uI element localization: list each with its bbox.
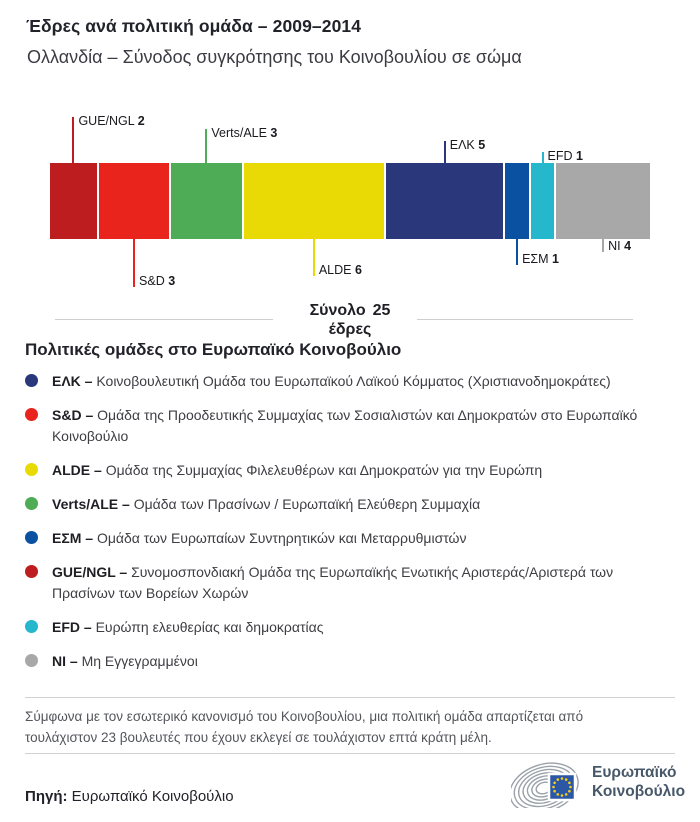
callout-label: GUE/NGL 2: [78, 114, 145, 128]
callout-label: Verts/ALE 3: [211, 126, 278, 140]
page-title: Έδρες ανά πολιτική ομάδα – 2009–2014: [26, 16, 362, 36]
legend-heading: Πολιτικές ομάδες στο Ευρωπαϊκό Κοινοβούλιο: [25, 340, 402, 359]
bar-segment: [386, 163, 503, 239]
callout-line: [542, 152, 544, 163]
legend-item: [25, 405, 661, 447]
legend-item: [25, 460, 661, 481]
total-seats-label: [0, 301, 700, 339]
legend-color-dot: [25, 408, 38, 421]
bar-segment: [99, 163, 169, 239]
total-value: 25: [372, 302, 391, 319]
legend-color-dot: [25, 654, 38, 667]
callout-label: ALDE 6: [318, 263, 362, 277]
callout-label: S&D 3: [139, 274, 176, 288]
legend-item: [25, 562, 661, 604]
callout-line: [516, 239, 518, 265]
legend-item-text: ΕΛΚ – Κοινοβουλευτική Ομάδα του Ευρωπαϊκού Λαϊκού Κόμματος (Χριστιανοδημοκράτες): [52, 373, 611, 389]
footer-divider-bottom: [25, 753, 675, 754]
callout-line: [133, 239, 135, 287]
bar-segment: [531, 163, 554, 239]
legend-item-text: ALDE – Ομάδα της Συμμαχίας Φιλελευθέρων και Δημοκρατών για την Ευρώπη: [52, 462, 543, 478]
source-label: Πηγή:: [25, 788, 68, 805]
bar-segment: [50, 163, 97, 239]
callout-line: [72, 117, 74, 163]
legend-item: [25, 371, 661, 392]
legend-color-dot: [25, 620, 38, 633]
callout-label: NI 4: [608, 239, 632, 253]
bar-segment: [556, 163, 650, 239]
callout-label: EFD 1: [547, 149, 583, 163]
legend-item-text: GUE/NGL – Συνομοσπονδιακή Ομάδα της Ευρωπαϊκής Ενωτικής Αριστεράς/Αριστερά των Πρασίνων των Βορείων Χωρών: [52, 564, 614, 601]
total-unit: έδρες: [328, 321, 372, 338]
callout-line: [444, 141, 446, 163]
legend-item: [25, 528, 661, 549]
source-text: Πηγή: Ευρωπαϊκό Κοινοβούλιο: [25, 788, 234, 805]
bar-segment: [171, 163, 241, 239]
callout-label: ΕΛΚ 5: [449, 138, 486, 152]
callout-label: ΕΣΜ 1: [522, 252, 559, 266]
bar-segment: [244, 163, 385, 239]
hemicycle-arcs-icon: [511, 760, 589, 808]
logo-wordmark: Ευρωπαϊκό Κοινοβούλιο: [592, 764, 686, 800]
legend-list: [25, 371, 661, 685]
legend-color-dot: [25, 531, 38, 544]
callout-line: [313, 239, 315, 276]
legend-item: [25, 494, 661, 515]
european-parliament-logo: [511, 760, 691, 808]
legend-item-text: NI – Μη Εγγεγραμμένοι: [52, 653, 198, 669]
legend-color-dot: [25, 374, 38, 387]
legend-color-dot: [25, 497, 38, 510]
legend-item-text: S&D – Ομάδα της Προοδευτικής Συμμαχίας των Σοσιαλιστών και Δημοκρατών στο Ευρωπαϊκό Κοινοβούλιο: [52, 407, 638, 444]
legend-item-text: Verts/ALE – Ομάδα των Πρασίνων / Ευρωπαϊκή Ελεύθερη Συμμαχία: [52, 496, 481, 512]
page-subtitle: Ολλανδία – Σύνοδος συγκρότησης του Κοινοβουλίου σε σώμα: [27, 47, 522, 67]
footer-divider-top: [25, 697, 675, 698]
bar-segment: [505, 163, 528, 239]
legend-item-text: ΕΣΜ – Ομάδα των Ευρωπαίων Συντηρητικών και Μεταρρυθμιστών: [52, 530, 467, 546]
legend-item: [25, 651, 661, 672]
eu-flag-icon: [549, 774, 575, 800]
footnote-text: Σύμφωνα με τον εσωτερικό κανονισμό του Κοινοβουλίου, μια πολιτική ομάδα απαρτίζεται από τουλάχιστον 23 βουλευτές που έχουν εκλεγεί σε τουλάχιστον επτά κράτη μέλη.: [25, 709, 584, 745]
legend-color-dot: [25, 565, 38, 578]
callout-line: [205, 129, 207, 163]
callout-line: [602, 239, 604, 252]
total-prefix: Σύνολο: [309, 302, 366, 319]
legend-item: [25, 617, 661, 638]
legend-color-dot: [25, 463, 38, 476]
legend-item-text: EFD – Ευρώπη ελευθερίας και δημοκρατίας: [52, 619, 324, 635]
